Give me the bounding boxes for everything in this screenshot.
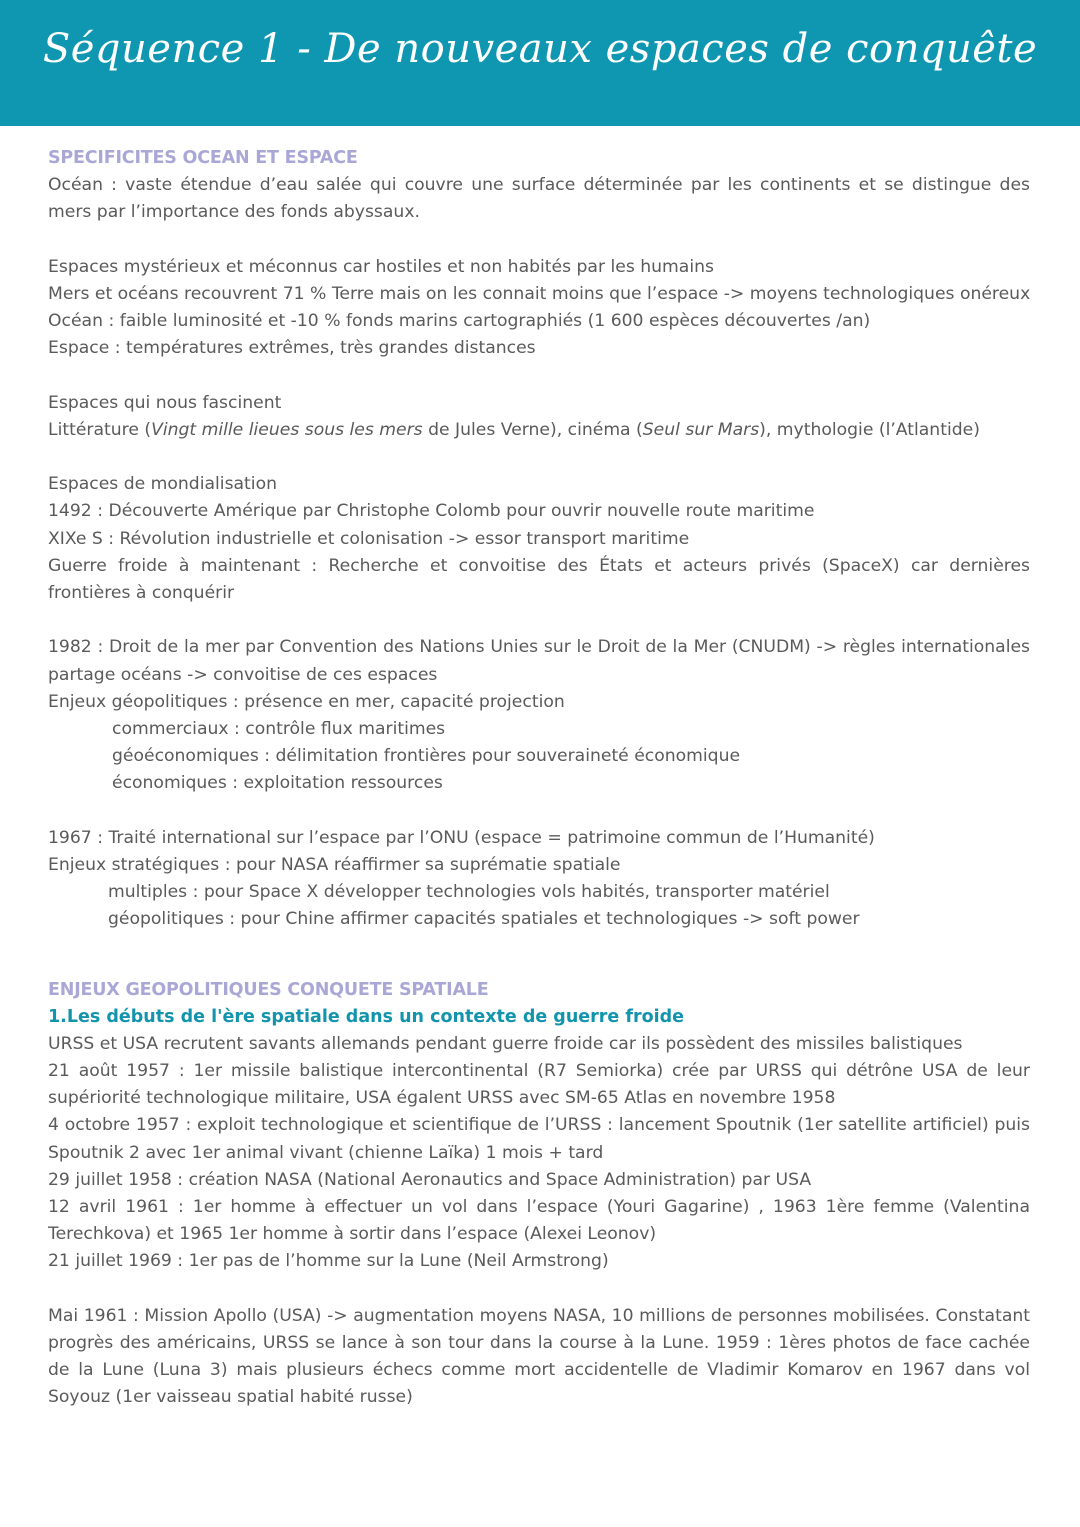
paragraph-line: Enjeux géopolitiques : présence en mer, capacité projection bbox=[48, 691, 565, 712]
paragraph-line: Océan : faible luminosité et -10 % fonds marins cartographiés (1 600 espèces découvertes /an) bbox=[48, 311, 871, 331]
paragraph: Océan : vaste étendue d’eau salée qui couvre une surface déterminée par les continents et se distingue des mers par l’importance des fonds abyssaux. bbox=[48, 175, 1030, 223]
paragraph: 4 octobre 1957 : exploit technologique et scientifique de l’URSS : lancement Spoutnik (1er satellite artificiel) puis Spoutnik 2 avec 1er animal vivant (chienne Laïka) 1 mois + tard bbox=[48, 1115, 1030, 1163]
paragraph-line: 21 juillet 1969 : 1er pas de l’homme sur la Lune (Neil Armstrong) bbox=[48, 1251, 609, 1272]
paragraph-line: Espaces mystérieux et méconnus car hostiles et non habités par les humains bbox=[48, 256, 714, 277]
paragraph-line: 1967 : Traité international sur l’espace par l’ONU (espace = patrimoine commun de l’Humanité) bbox=[48, 827, 875, 848]
paragraph: Guerre froide à maintenant : Recherche et convoitise des États et acteurs privés (SpaceX) car dernières frontières à conquérir bbox=[48, 555, 1030, 603]
indented-line: commerciaux : contrôle flux maritimes bbox=[112, 719, 446, 739]
document-body bbox=[48, 144, 1030, 1412]
indented-line: multiples : pour Space X développer technologies vols habités, transporter matériel bbox=[108, 882, 830, 903]
paragraph: 1982 : Droit de la mer par Convention des Nations Unies sur le Droit de la Mer (CNUDM) -> règles internationales partage océans -> convoitise de ces espaces bbox=[48, 637, 1030, 685]
header-banner bbox=[0, 0, 1080, 126]
paragraph-line: Enjeux stratégiques : pour NASA réaffirmer sa suprématie spatiale bbox=[48, 855, 621, 875]
paragraph-line: 1492 : Découverte Amérique par Christophe Colomb pour ouvrir nouvelle route maritime bbox=[48, 501, 815, 522]
paragraph: Mai 1961 : Mission Apollo (USA) -> augmentation moyens NASA, 10 millions de personnes mobilisées. Constatant progrès des américains, URSS se lance à son tour dans la course à la Lune. 1959 : 1ères photos de face cachée de la Lune (Luna 3) mais plusieurs échecs comme mort accidentelle de Vladimir Komarov en 1967 dans vol Soyouz (1er vaisseau spatial habité russe) bbox=[48, 1305, 1030, 1408]
paragraph-line: Mers et océans recouvrent 71 % Terre mais on les connait moins que l’espace -> moyens technologiques onéreux bbox=[48, 283, 1031, 304]
paragraph-line: Espaces qui nous fascinent bbox=[48, 392, 282, 413]
paragraph: 21 août 1957 : 1er missile balistique intercontinental (R7 Semiorka) crée par URSS qui détrône USA de leur supériorité technologique militaire, USA égalent URSS avec SM-65 Atlas en novembre 1958 bbox=[48, 1061, 1030, 1109]
page-title: Séquence 1 - De nouveaux espaces de conquête bbox=[42, 26, 1038, 72]
paragraph-line: XIXe S : Révolution industrielle et colonisation -> essor transport maritime bbox=[48, 528, 690, 549]
paragraph-line: Espaces de mondialisation bbox=[48, 474, 277, 495]
paragraph-line: 29 juillet 1958 : création NASA (National Aeronautics and Space Administration) par USA bbox=[48, 1169, 812, 1190]
indented-line: géopolitiques : pour Chine affirmer capacités spatiales et technologiques -> soft power bbox=[108, 909, 860, 930]
book-title: Vingt mille lieues sous les mers bbox=[151, 419, 423, 440]
paragraph-line: URSS et USA recrutent savants allemands pendant guerre froide car ils possèdent des missiles balistiques bbox=[48, 1033, 963, 1054]
film-title: Seul sur Mars bbox=[642, 419, 760, 440]
indented-line: géoéconomiques : délimitation frontières pour souveraineté économique bbox=[112, 746, 741, 767]
section-title: ENJEUX GEOPOLITIQUES CONQUETE SPATIALE bbox=[48, 979, 489, 1000]
paragraph: 12 avril 1961 : 1er homme à effectuer un vol dans l’espace (Youri Gagarine) , 1963 1ère femme (Valentina Terechkova) et 1965 1er homme à sortir dans l’espace (Alexei Leonov) bbox=[48, 1197, 1030, 1245]
subsection-title: 1.Les débuts de l'ère spatiale dans un contexte de guerre froide bbox=[48, 1006, 685, 1027]
paragraph-line: Espace : températures extrêmes, très grandes distances bbox=[48, 338, 536, 359]
paragraph-line: Littérature (Vingt mille lieues sous les mers de Jules Verne), cinéma (Seul sur Mars), mythologie (l’Atlantide) bbox=[48, 419, 980, 440]
section-title: SPECIFICITES OCEAN ET ESPACE bbox=[48, 148, 358, 168]
indented-line: économiques : exploitation ressources bbox=[112, 773, 443, 794]
